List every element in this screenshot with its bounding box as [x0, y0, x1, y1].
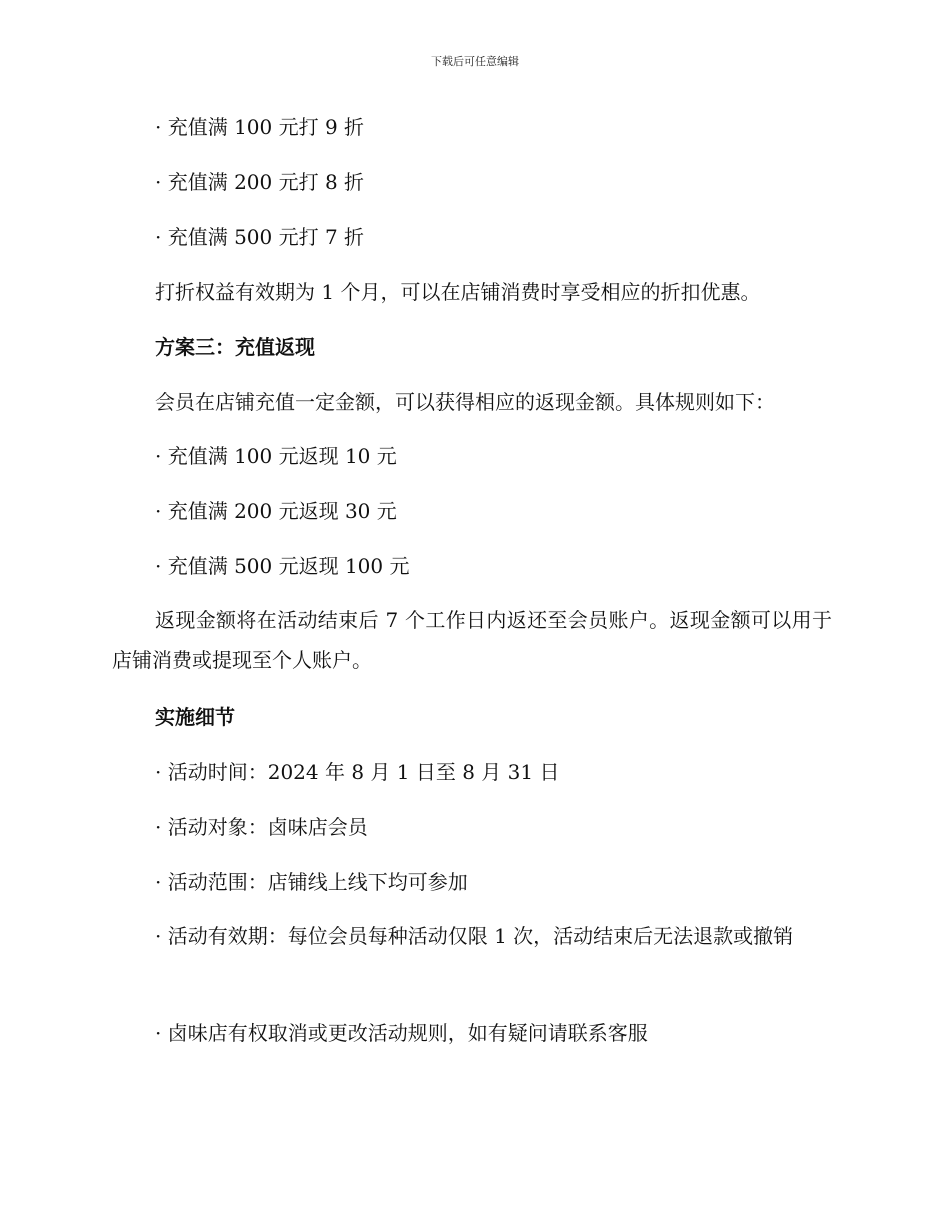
- detail-rights: · 卤味店有权取消或更改活动规则，如有疑问请联系客服: [155, 1021, 648, 1045]
- cashback-note: 返现金额将在活动结束后 7 个工作日内返还至会员账户。返现金额可以用于店铺消费或提现至个人账户。: [112, 608, 832, 672]
- plan3-intro: 会员在店铺充值一定金额，可以获得相应的返现金额。具体规则如下：: [155, 390, 775, 414]
- discount-item-2: · 充值满 200 元打 8 折: [155, 170, 365, 194]
- page-header: 下载后可任意编辑: [431, 55, 519, 68]
- plan3-title: 方案三：充值返现: [155, 335, 315, 359]
- cashback-item-2: · 充值满 200 元返现 30 元: [155, 499, 397, 523]
- detail-scope: · 活动范围：店铺线上线下均可参加: [155, 870, 468, 894]
- discount-item-1: · 充值满 100 元打 9 折: [155, 115, 365, 139]
- cashback-item-3: · 充值满 500 元返现 100 元: [155, 554, 410, 578]
- discount-note: 打折权益有效期为 1 个月，可以在店铺消费时享受相应的折扣优惠。: [155, 280, 761, 304]
- detail-validity: · 活动有效期：每位会员每种活动仅限 1 次，活动结束后无法退款或撤销: [155, 924, 794, 948]
- detail-target: · 活动对象：卤味店会员: [155, 815, 368, 839]
- discount-item-3: · 充值满 500 元打 7 折: [155, 225, 365, 249]
- detail-time: · 活动时间：2024 年 8 月 1 日至 8 月 31 日: [155, 760, 560, 784]
- cashback-item-1: · 充值满 100 元返现 10 元: [155, 444, 397, 468]
- details-title: 实施细节: [155, 705, 235, 729]
